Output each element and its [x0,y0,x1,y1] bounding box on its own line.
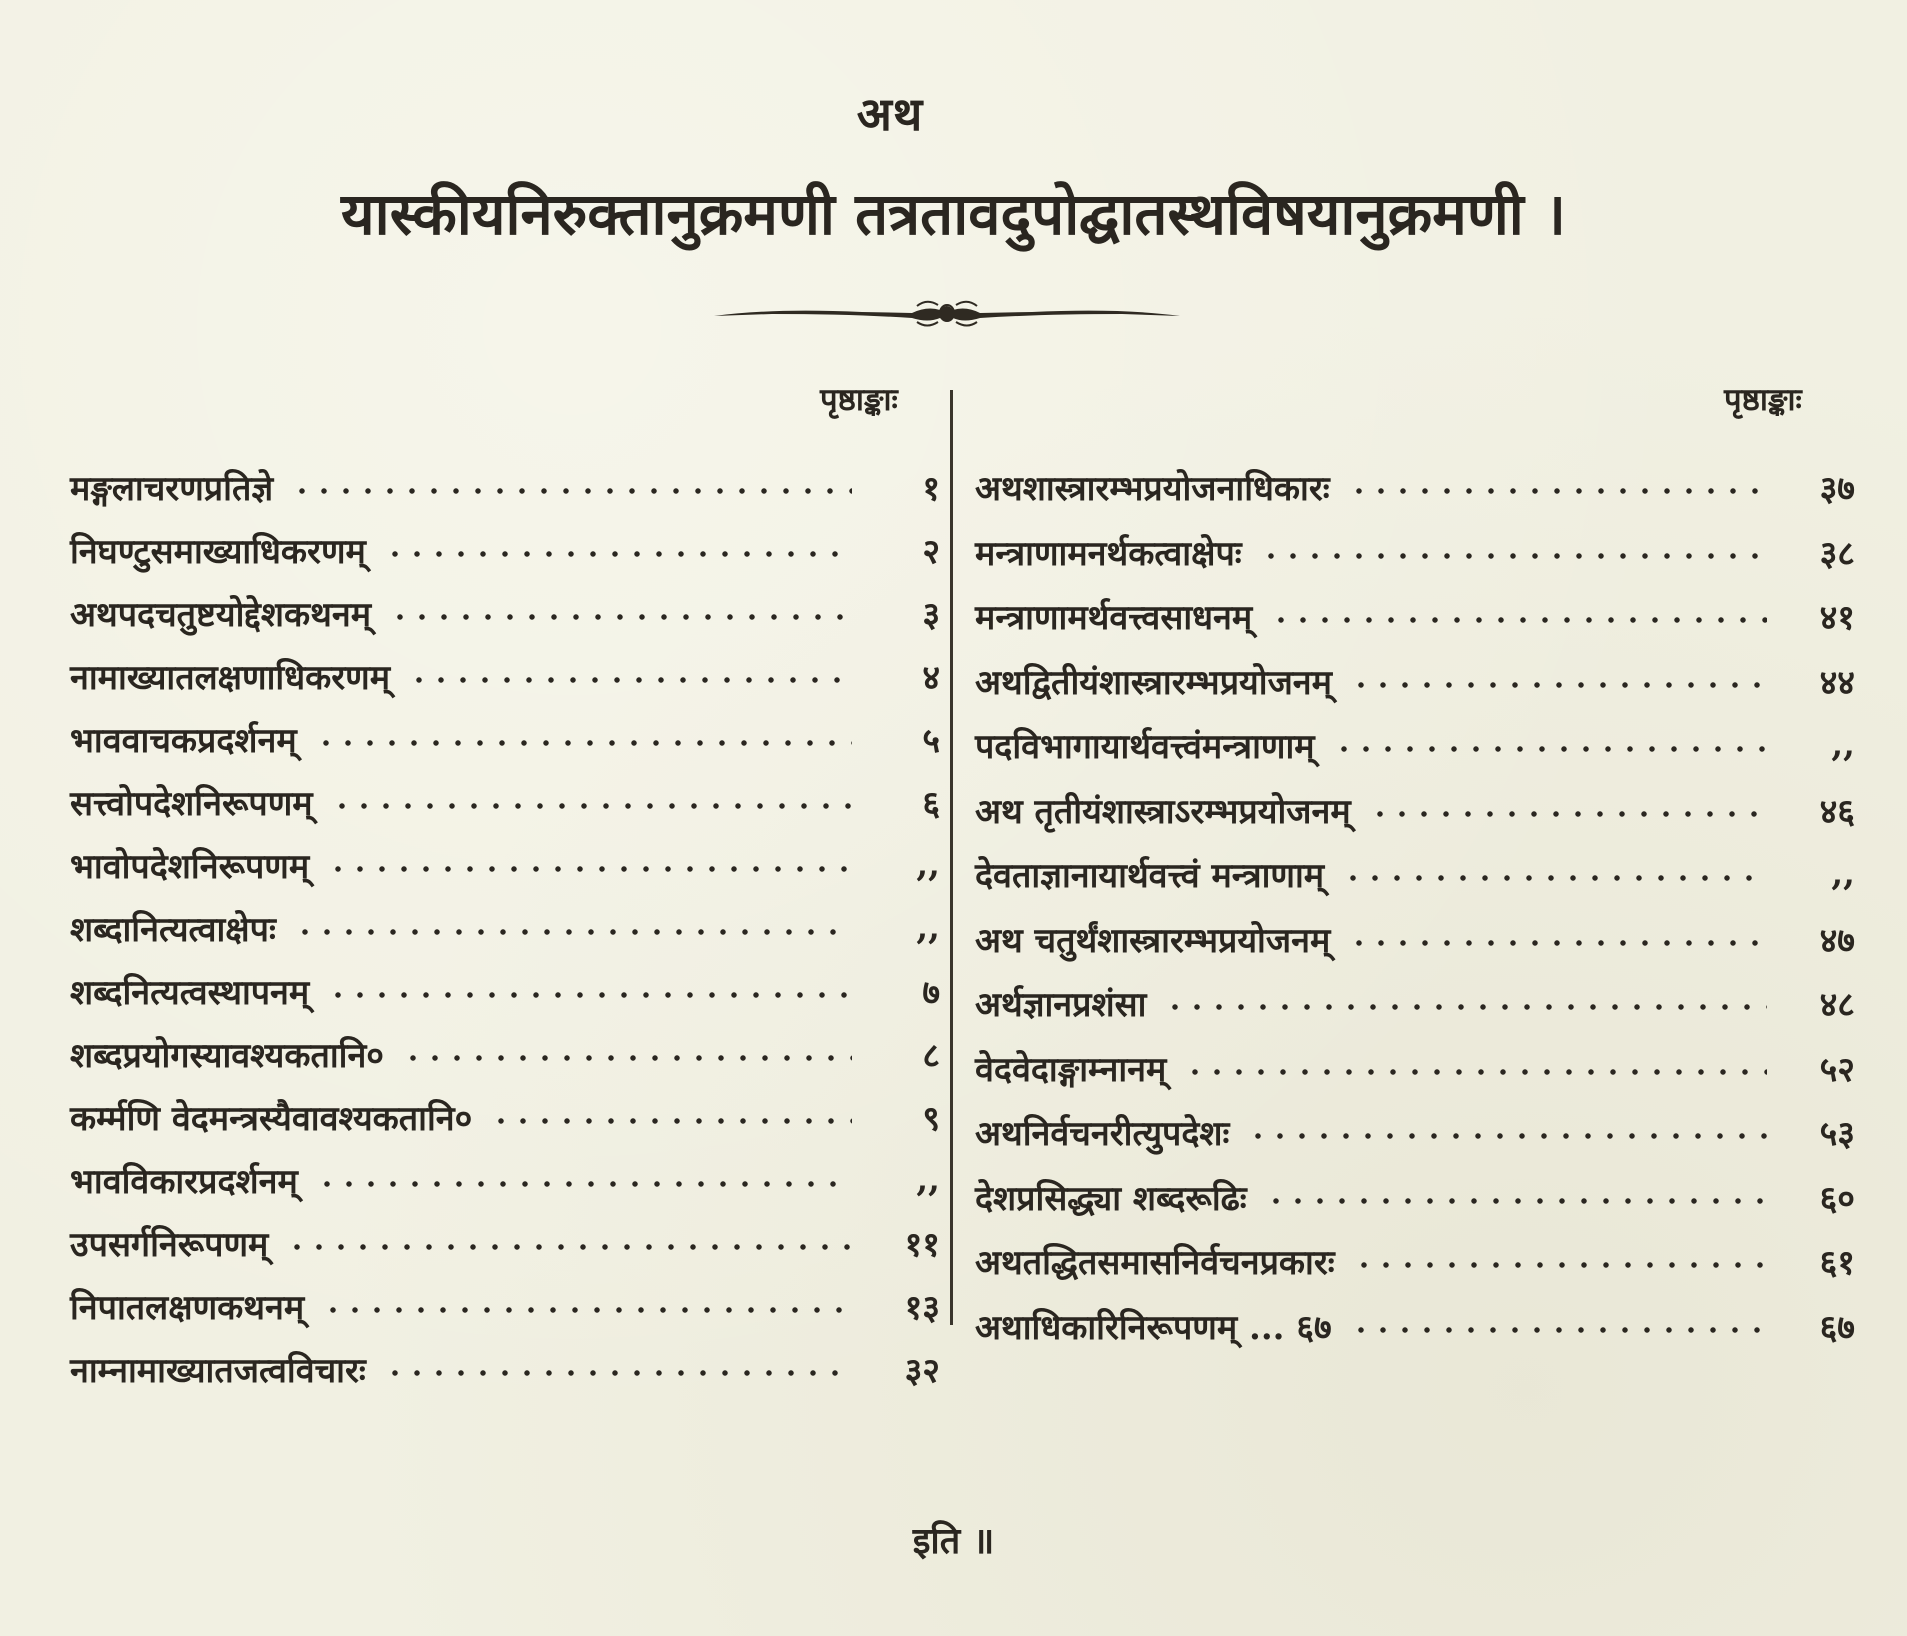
dot-leader [1270,617,1767,623]
dot-leader [402,1055,852,1061]
toc-entry-title: अथनिर्वचनरीत्युपदेशः [975,1114,1230,1155]
toc-entry [975,842,1855,907]
dot-leader [291,488,852,494]
toc-entry [975,455,1855,520]
toc-entry-title: मन्त्राणामर्थवत्त्वसाधनम् [975,598,1253,639]
toc-entry-page: ,, [916,844,940,885]
toc-entry-title: अथ चतुर्थंशास्त्रारम्भप्रयोजनम् [975,920,1331,961]
dot-leader [408,677,852,683]
toc-entry [975,584,1855,649]
toc-entry-title: शब्दप्रयोगस्यावश्यकतानि० [70,1035,384,1076]
dot-leader [384,1370,852,1376]
toc-entry-title: उपसर्गनिरूपणम् [70,1224,269,1265]
dot-leader [490,1118,852,1124]
toc-entry-title: कर्म्मणि वेदमन्त्रस्यैवावश्यकतानि० [70,1098,473,1139]
dot-leader [1348,488,1767,494]
toc-entry-page: ३८ [1819,533,1855,574]
toc-entry-title: मङ्गलाचरणप्रतिज्ञे [70,468,274,509]
dot-leader [316,1181,852,1187]
dot-leader [294,929,852,935]
dot-leader [1333,746,1767,752]
ornament-divider [712,296,1182,330]
toc-entry [70,833,940,896]
toc-entry [975,1294,1855,1359]
toc-entry-title: अथद्वितीयंशास्त्रारम्भप्रयोजनम् [975,662,1332,703]
toc-entry [70,1337,940,1400]
dot-leader [322,1307,852,1313]
toc-entry-page: ७ [922,972,940,1013]
toc-entry-title: अथाधिकारिनिरूपणम् ... ६७ [975,1307,1332,1348]
toc-entry [70,770,940,833]
dot-leader [331,803,852,809]
toc-entry-title: नामाख्यातलक्षणाधिकरणम् [70,657,391,698]
dot-leader [315,740,852,746]
toc-entry-title: देवताज्ञानायार्थवत्त्वं मन्त्राणाम् [975,856,1325,897]
toc-entry-page: ४६ [1819,791,1855,832]
dot-leader [1369,811,1767,817]
toc-entry [70,644,940,707]
dot-leader [327,866,852,872]
toc-entry-page: ४ [922,657,940,698]
toc-entry-title: शब्दनित्यत्वस्थापनम् [70,972,310,1013]
page-number-header-right: पृष्ठाङ्काः [1724,382,1802,418]
toc-entry-title: निघण्टुसमाख्याधिकरणम् [70,531,366,572]
toc-entry-title: वेदवेदाङ्गाम्नानम् [975,1049,1167,1090]
toc-entry [70,707,940,770]
dot-leader [1342,875,1767,881]
toc-entry [975,520,1855,585]
toc-entry [975,649,1855,714]
toc-entry-title: शब्दानित्यत्वाक्षेपः [70,909,276,950]
toc-entry-title: देशप्रसिद्ध्या शब्दरूढिः [975,1178,1247,1219]
dot-leader [286,1244,852,1250]
toc-entry [975,713,1855,778]
toc-entry [70,1274,940,1337]
dot-leader [1184,1069,1767,1075]
toc-entry-title: पदविभागायार्थवत्त्वंमन्त्राणाम् [975,727,1315,768]
toc-entry-page: १ [922,468,940,509]
toc-entry [70,581,940,644]
toc-entry-title: मन्त्राणामनर्थकत्वाक्षेपः [975,533,1242,574]
dot-leader [389,614,852,620]
toc-entry [70,1085,940,1148]
toc-entry-title: भावोपदेशनिरूपणम् [70,846,310,887]
toc-entry-page: ५ [922,720,940,761]
toc-right-column [975,455,1855,1358]
toc-entry-title: अथपदचतुष्टयोद्देशकथनम् [70,594,372,635]
toc-entry [975,778,1855,843]
toc-entry-title: नाम्नामाख्यातजत्वविचारः [70,1350,366,1391]
toc-entry-page: ४४ [1819,662,1855,703]
toc-entry-title: अथशास्त्रारम्भप्रयोजनाधिकारः [975,469,1330,510]
toc-entry [975,907,1855,972]
toc-entry [70,455,940,518]
toc-entry-page: ३७ [1819,469,1855,510]
toc-entry-title: भावविकारप्रदर्शनम् [70,1161,298,1202]
toc-entry [975,1100,1855,1165]
toc-entry-page: ३२ [904,1350,940,1391]
dot-leader [1353,1262,1767,1268]
dot-leader [1260,553,1767,559]
dot-leader [1350,1327,1767,1333]
toc-entry-page: ,, [916,907,940,948]
toc-entry [70,1211,940,1274]
column-divider [950,390,953,1325]
dot-leader [327,992,852,998]
toc-entry-page: ६ [922,783,940,824]
toc-entry-page: ११ [904,1224,940,1265]
dot-leader [384,551,852,557]
page-title: यास्कीयनिरुक्तानुक्रमणी तत्रतावदुपोद्घातस्थविषयानुक्रमणी । [341,180,1566,248]
toc-entry [70,1022,940,1085]
toc-entry-page: ६० [1819,1178,1855,1219]
toc-entry-page: ४८ [1819,985,1855,1026]
dot-leader [1350,682,1767,688]
toc-entry-page: २ [922,531,940,572]
toc-entry-page: ३ [922,594,940,635]
toc-entry [70,518,940,581]
toc-entry-title: अथ तृतीयंशास्त्राऽरम्भप्रयोजनम् [975,791,1351,832]
toc-entry [70,1148,940,1211]
toc-entry-page: ८ [922,1035,940,1076]
toc-entry-title: भाववाचकप्रदर्शनम् [70,720,297,761]
toc-entry-page: १३ [904,1287,940,1328]
dot-leader [1265,1198,1767,1204]
toc-entry [975,1036,1855,1101]
toc-entry [70,896,940,959]
toc-entry-page: ९ [922,1098,940,1139]
toc-entry-page: ४१ [1819,598,1855,639]
toc-entry [975,1165,1855,1230]
toc-entry-page: ५२ [1819,1049,1855,1090]
toc-left-column [70,455,940,1400]
heading-prefix: अथ [856,87,924,141]
dot-leader [1348,940,1767,946]
toc-entry [70,959,940,1022]
toc-entry-page: ६७ [1819,1307,1855,1348]
toc-entry-title: निपातलक्षणकथनम् [70,1287,305,1328]
toc-entry-page: ४७ [1819,920,1855,961]
toc-entry [975,1229,1855,1294]
toc-entry-page: ६१ [1819,1243,1855,1284]
toc-entry-page: ,, [1831,725,1855,766]
toc-entry-page: ,, [916,1159,940,1200]
toc-entry-page: ५३ [1819,1114,1855,1155]
toc-entry [975,971,1855,1036]
page-number-header-left: पृष्ठाङ्काः [820,382,898,418]
dot-leader [1247,1133,1767,1139]
colophon: इति ॥ [912,1520,995,1562]
toc-entry-title: अर्थज्ञानप्रशंसा [975,985,1147,1026]
toc-entry-page: ,, [1831,854,1855,895]
toc-entry-title: सत्त्वोपदेशनिरूपणम् [70,783,313,824]
toc-entry-title: अथतद्धितसमासनिर्वचनप्रकारः [975,1243,1335,1284]
dot-leader [1164,1004,1767,1010]
